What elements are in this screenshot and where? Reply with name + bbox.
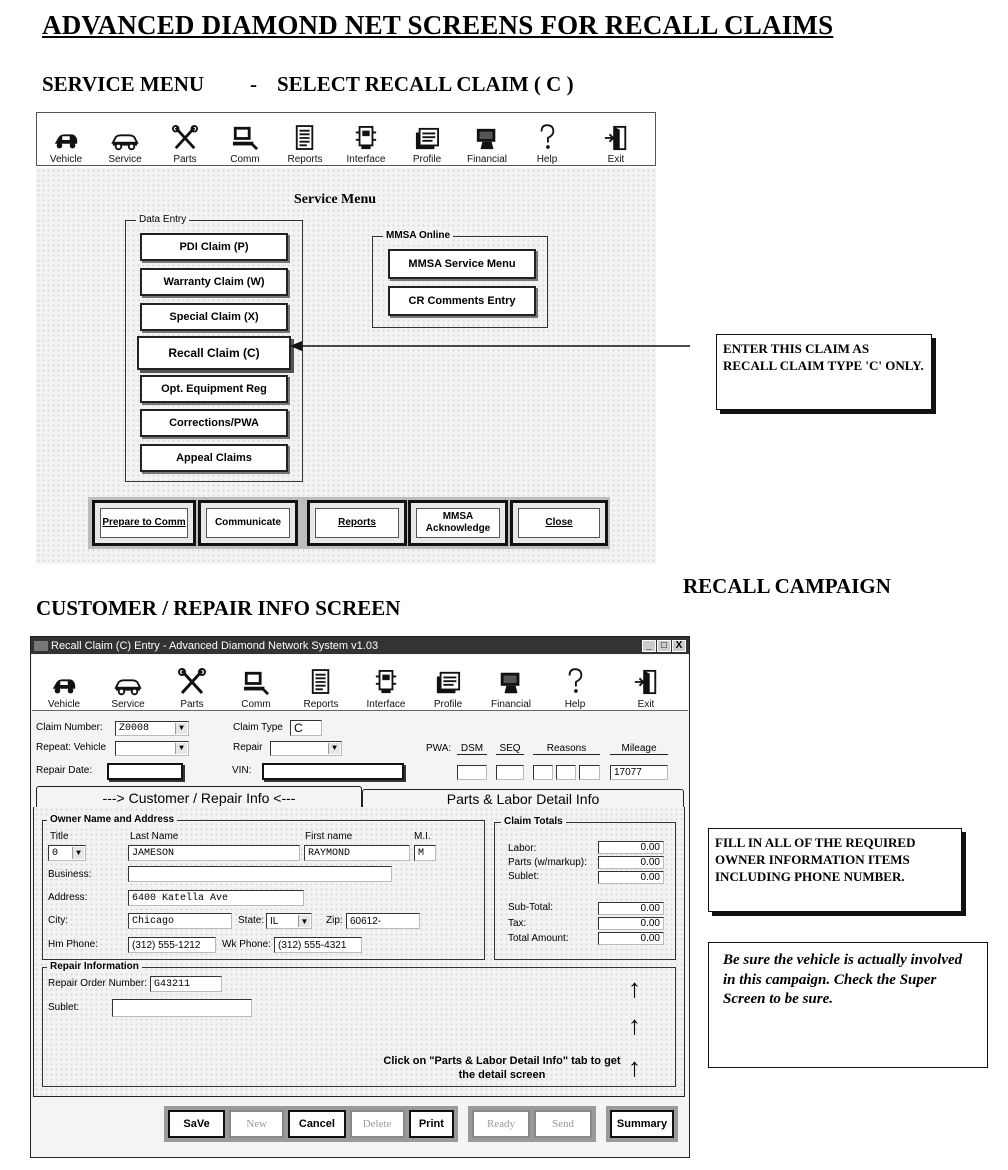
last-name-label: Last Name bbox=[130, 831, 179, 842]
tab-parts-labor-detail[interactable]: Parts & Labor Detail Info bbox=[362, 789, 684, 808]
toolbar-vehicle-button[interactable] bbox=[37, 115, 95, 165]
toolbar-label: Financial bbox=[490, 699, 532, 710]
toolbar-interface-button[interactable] bbox=[335, 115, 397, 165]
cr-comments-entry-button[interactable]: CR Comments Entry bbox=[388, 286, 536, 316]
toolbar-label: Vehicle bbox=[47, 699, 81, 710]
repeat-vehicle-label: Repeat: Vehicle bbox=[36, 742, 107, 753]
arrow-up-icon: ↑ bbox=[628, 973, 641, 1003]
toolbar-label: Financial bbox=[466, 154, 508, 165]
reason-field-3[interactable] bbox=[579, 765, 600, 780]
claim-number-select[interactable] bbox=[115, 721, 189, 736]
interface-icon bbox=[374, 668, 398, 696]
window-toolbar bbox=[32, 655, 688, 711]
total-amount-field: 0.00 bbox=[598, 932, 664, 945]
recall-claim-button[interactable]: Recall Claim (C) bbox=[137, 336, 291, 370]
main-toolbar bbox=[36, 112, 656, 166]
state-label: State: bbox=[238, 915, 265, 926]
vin-field[interactable] bbox=[262, 763, 404, 780]
exit-door-icon bbox=[603, 125, 629, 151]
appeal-claims-button[interactable]: Appeal Claims bbox=[140, 444, 288, 472]
new-button[interactable]: New bbox=[229, 1110, 284, 1138]
send-button[interactable]: Send bbox=[534, 1110, 592, 1138]
reason-field-1[interactable] bbox=[533, 765, 553, 780]
special-claim-button[interactable]: Special Claim (X) bbox=[140, 303, 288, 331]
owner-info-callout: FILL IN ALL OF THE REQUIRED OWNER INFORMATION ITEMS INCLUDING PHONE NUMBER. bbox=[708, 828, 962, 912]
close-button[interactable] bbox=[510, 500, 608, 546]
reports-label: Reports bbox=[315, 508, 399, 538]
toolbar-interface-button[interactable] bbox=[354, 656, 418, 710]
section-heading-select-recall: SELECT RECALL CLAIM ( C ) bbox=[277, 72, 574, 96]
toolbar-label: Exit bbox=[607, 154, 625, 165]
repair-order-number-label: Repair Order Number: bbox=[48, 978, 147, 989]
data-entry-group-label: Data Entry bbox=[136, 214, 189, 225]
toolbar-label: Parts bbox=[173, 154, 197, 165]
pdi-claim-button[interactable]: PDI Claim (P) bbox=[140, 233, 288, 261]
toolbar-label: Interface bbox=[366, 699, 406, 710]
exit-door-icon bbox=[633, 668, 659, 696]
sublet-total-label: Sublet: bbox=[508, 871, 540, 882]
toolbar-label: Help bbox=[564, 699, 586, 710]
city-label: City: bbox=[48, 915, 68, 926]
parts-tab-hint: Click on "Parts & Labor Detail Info" tab to get the detail screen bbox=[383, 1055, 621, 1082]
computer-icon bbox=[242, 670, 270, 696]
vin-label: VIN: bbox=[232, 765, 252, 776]
zip-field[interactable]: 60612- bbox=[346, 913, 420, 929]
zip-label: Zip: bbox=[326, 915, 343, 926]
toolbar-service-button[interactable] bbox=[96, 656, 160, 710]
chevron-down-icon[interactable]: ▼ bbox=[175, 723, 187, 734]
service-car-icon bbox=[111, 129, 139, 151]
toolbar-profile-button[interactable] bbox=[418, 656, 478, 710]
car-icon bbox=[50, 674, 78, 696]
section-heading-dash: - bbox=[250, 72, 257, 96]
toolbar-label: Profile bbox=[433, 699, 463, 710]
customer-repair-info-heading: CUSTOMER / REPAIR INFO SCREEN bbox=[36, 596, 401, 620]
corrections-pwa-button[interactable]: Corrections/PWA bbox=[140, 409, 288, 437]
tools-icon bbox=[177, 668, 207, 696]
toolbar-label: Vehicle bbox=[49, 154, 83, 165]
service-car-icon bbox=[114, 674, 142, 696]
mi-label: M.I. bbox=[414, 831, 431, 842]
chevron-down-icon[interactable]: ▼ bbox=[72, 847, 84, 859]
first-name-label: First name bbox=[305, 831, 353, 842]
repair-date-label: Repair Date: bbox=[36, 765, 93, 776]
window-titlebar bbox=[31, 637, 689, 654]
state-select[interactable] bbox=[266, 913, 312, 929]
mmsa-online-group-label: MMSA Online bbox=[383, 230, 453, 241]
minimize-button[interactable]: _ bbox=[642, 640, 656, 652]
reasons-label: Reasons bbox=[533, 743, 600, 755]
warranty-claim-button[interactable]: Warranty Claim (W) bbox=[140, 268, 288, 296]
mi-field[interactable]: M bbox=[414, 845, 436, 861]
address-label: Address: bbox=[48, 892, 88, 903]
window-app-icon bbox=[34, 641, 48, 651]
toolbar-parts-button[interactable] bbox=[160, 656, 224, 710]
repair-information-group-label: Repair Information bbox=[47, 961, 142, 972]
communicate-button[interactable] bbox=[198, 500, 298, 546]
close-label: Close bbox=[518, 508, 600, 538]
wk-phone-field[interactable]: (312) 555-4321 bbox=[274, 937, 362, 953]
toolbar-vehicle-button[interactable] bbox=[32, 656, 96, 710]
toolbar-service-button[interactable] bbox=[95, 115, 155, 165]
toolbar-label: Exit bbox=[637, 699, 655, 710]
interface-icon bbox=[354, 125, 378, 151]
city-field[interactable]: Chicago bbox=[128, 913, 232, 929]
first-name-field[interactable]: RAYMOND bbox=[304, 845, 410, 861]
transmit-button-bar bbox=[468, 1106, 596, 1142]
profile-icon bbox=[414, 127, 440, 151]
arrow-up-icon: ↑ bbox=[628, 1010, 641, 1040]
reason-field-2[interactable] bbox=[556, 765, 576, 780]
save-button[interactable]: SaVe bbox=[168, 1110, 225, 1138]
reports-button[interactable] bbox=[307, 500, 407, 546]
business-label: Business: bbox=[48, 869, 92, 880]
toolbar-comm-button[interactable] bbox=[215, 115, 275, 165]
claim-type-label: Claim Type bbox=[233, 722, 283, 733]
profile-icon bbox=[435, 670, 461, 696]
title-value: 0 bbox=[52, 847, 59, 859]
arrow-to-recall-claim bbox=[288, 338, 692, 354]
record-button-bar bbox=[164, 1106, 458, 1142]
delete-button[interactable]: Delete bbox=[350, 1110, 405, 1138]
car-icon bbox=[52, 129, 80, 151]
sublet-label: Sublet: bbox=[48, 1002, 80, 1013]
seq-label: SEQ bbox=[496, 743, 524, 755]
maximize-button[interactable]: □ bbox=[657, 640, 671, 652]
print-button[interactable]: Print bbox=[409, 1110, 454, 1138]
tools-icon bbox=[171, 125, 199, 151]
claim-totals-group-label: Claim Totals bbox=[501, 816, 566, 827]
labor-total-field: 0.00 bbox=[598, 841, 664, 854]
toolbar-label: Service bbox=[111, 699, 145, 710]
financial-icon bbox=[473, 127, 501, 151]
pwa-label: PWA: bbox=[426, 743, 452, 754]
sublet-total-field: 0.00 bbox=[598, 871, 664, 884]
chevron-down-icon[interactable]: ▼ bbox=[298, 915, 310, 927]
toolbar-help-button[interactable] bbox=[544, 656, 606, 710]
mmsa-service-menu-button[interactable]: MMSA Service Menu bbox=[388, 249, 536, 279]
toolbar-help-button[interactable] bbox=[517, 115, 577, 165]
mmsa-acknowledge-button[interactable] bbox=[408, 500, 508, 546]
last-name-field[interactable]: JAMESON bbox=[128, 845, 300, 861]
repair-date-field[interactable] bbox=[107, 763, 183, 780]
business-field[interactable] bbox=[128, 866, 392, 882]
communicate-label: Communicate bbox=[206, 508, 290, 538]
claim-type-field[interactable]: C bbox=[290, 720, 322, 736]
arrow-up-icon: ↑ bbox=[628, 1052, 641, 1082]
toolbar-label: Reports bbox=[303, 699, 339, 710]
computer-icon bbox=[231, 125, 259, 151]
chevron-down-icon[interactable]: ▼ bbox=[175, 743, 187, 754]
address-field[interactable]: 6400 Katella Ave bbox=[128, 890, 304, 906]
close-window-button[interactable]: X bbox=[672, 640, 686, 652]
financial-icon bbox=[497, 670, 525, 696]
repeat-vehicle-select[interactable] bbox=[115, 741, 189, 756]
mmsa-acknowledge-label: MMSA Acknowledge bbox=[416, 508, 500, 538]
toolbar-profile-button[interactable] bbox=[397, 115, 457, 165]
parts-total-label: Parts (w/markup): bbox=[508, 857, 587, 868]
toolbar-reports-button[interactable] bbox=[288, 656, 354, 710]
subtotal-label: Sub-Total: bbox=[508, 902, 554, 913]
toolbar-label: Reports bbox=[287, 154, 323, 165]
cancel-button[interactable]: Cancel bbox=[288, 1110, 345, 1138]
labor-total-label: Labor: bbox=[508, 843, 537, 854]
question-icon bbox=[537, 123, 557, 151]
repeat-repair-label: Repair bbox=[233, 742, 263, 753]
wk-phone-label: Wk Phone: bbox=[222, 939, 271, 950]
toolbar-label: Comm bbox=[241, 699, 271, 710]
toolbar-exit-button[interactable] bbox=[577, 115, 655, 165]
mileage-field[interactable]: 17077 bbox=[610, 765, 668, 780]
question-icon bbox=[565, 666, 585, 696]
window-title: Recall Claim (C) Entry - Advanced Diamond Network System v1.03 bbox=[51, 639, 379, 652]
toolbar-parts-button[interactable] bbox=[155, 115, 215, 165]
claim-number-value: Z0008 bbox=[119, 723, 150, 734]
parts-total-field: 0.00 bbox=[598, 856, 664, 869]
title-select[interactable] bbox=[48, 845, 86, 861]
hm-phone-label: Hm Phone: bbox=[48, 939, 99, 950]
toolbar-financial-button[interactable] bbox=[478, 656, 544, 710]
toolbar-reports-button[interactable] bbox=[275, 115, 335, 165]
summary-button-bar bbox=[606, 1106, 678, 1142]
toolbar-label: Help bbox=[536, 154, 558, 165]
claim-number-label: Claim Number: bbox=[36, 722, 103, 733]
toolbar-label: Interface bbox=[346, 154, 386, 165]
tax-field: 0.00 bbox=[598, 917, 664, 930]
recall-type-callout: ENTER THIS CLAIM AS RECALL CLAIM TYPE 'C' ONLY. bbox=[716, 334, 932, 410]
toolbar-comm-button[interactable] bbox=[224, 656, 288, 710]
total-amount-label: Total Amount: bbox=[508, 933, 569, 944]
toolbar-label: Comm bbox=[230, 154, 260, 165]
toolbar-label: Parts bbox=[180, 699, 204, 710]
hm-phone-field[interactable]: (312) 555-1212 bbox=[128, 937, 216, 953]
service-menu-title: Service Menu bbox=[294, 192, 377, 207]
vehicle-campaign-note: Be sure the vehicle is actually involved in this campaign. Check the Super Screen to be sure. bbox=[708, 942, 988, 1068]
summary-button[interactable]: Summary bbox=[610, 1110, 674, 1138]
toolbar-label: Service bbox=[108, 154, 142, 165]
opt-equipment-reg-button[interactable]: Opt. Equipment Reg bbox=[140, 375, 288, 403]
document-icon bbox=[294, 125, 316, 151]
seq-field[interactable] bbox=[496, 765, 524, 780]
dsm-label: DSM bbox=[457, 743, 487, 755]
toolbar-label: Profile bbox=[412, 154, 442, 165]
chevron-down-icon[interactable]: ▼ bbox=[328, 743, 340, 754]
document-icon bbox=[310, 668, 332, 696]
dsm-field[interactable] bbox=[457, 765, 487, 780]
repeat-repair-select[interactable] bbox=[270, 741, 342, 756]
toolbar-exit-button[interactable] bbox=[606, 656, 686, 710]
mileage-label: Mileage bbox=[610, 743, 668, 755]
tax-label: Tax: bbox=[508, 918, 527, 929]
sublet-field[interactable] bbox=[112, 999, 252, 1017]
prepare-to-comm-button[interactable] bbox=[92, 500, 196, 546]
recall-campaign-heading: RECALL CAMPAIGN bbox=[683, 574, 891, 598]
subtotal-field: 0.00 bbox=[598, 902, 664, 915]
repair-order-number-field[interactable]: G43211 bbox=[150, 976, 222, 992]
state-value: IL bbox=[270, 915, 279, 927]
owner-group-label: Owner Name and Address bbox=[47, 814, 177, 825]
ready-button[interactable]: Ready bbox=[472, 1110, 530, 1138]
section-heading-service-menu: SERVICE MENU bbox=[42, 72, 205, 96]
document-title: ADVANCED DIAMOND NET SCREENS FOR RECALL CLAIMS bbox=[42, 10, 834, 40]
prepare-to-comm-label: Prepare to Comm bbox=[100, 508, 188, 538]
tab-customer-repair-info[interactable]: ---> Customer / Repair Info <--- bbox=[36, 786, 362, 808]
title-label: Title bbox=[50, 831, 69, 842]
toolbar-financial-button[interactable] bbox=[457, 115, 517, 165]
